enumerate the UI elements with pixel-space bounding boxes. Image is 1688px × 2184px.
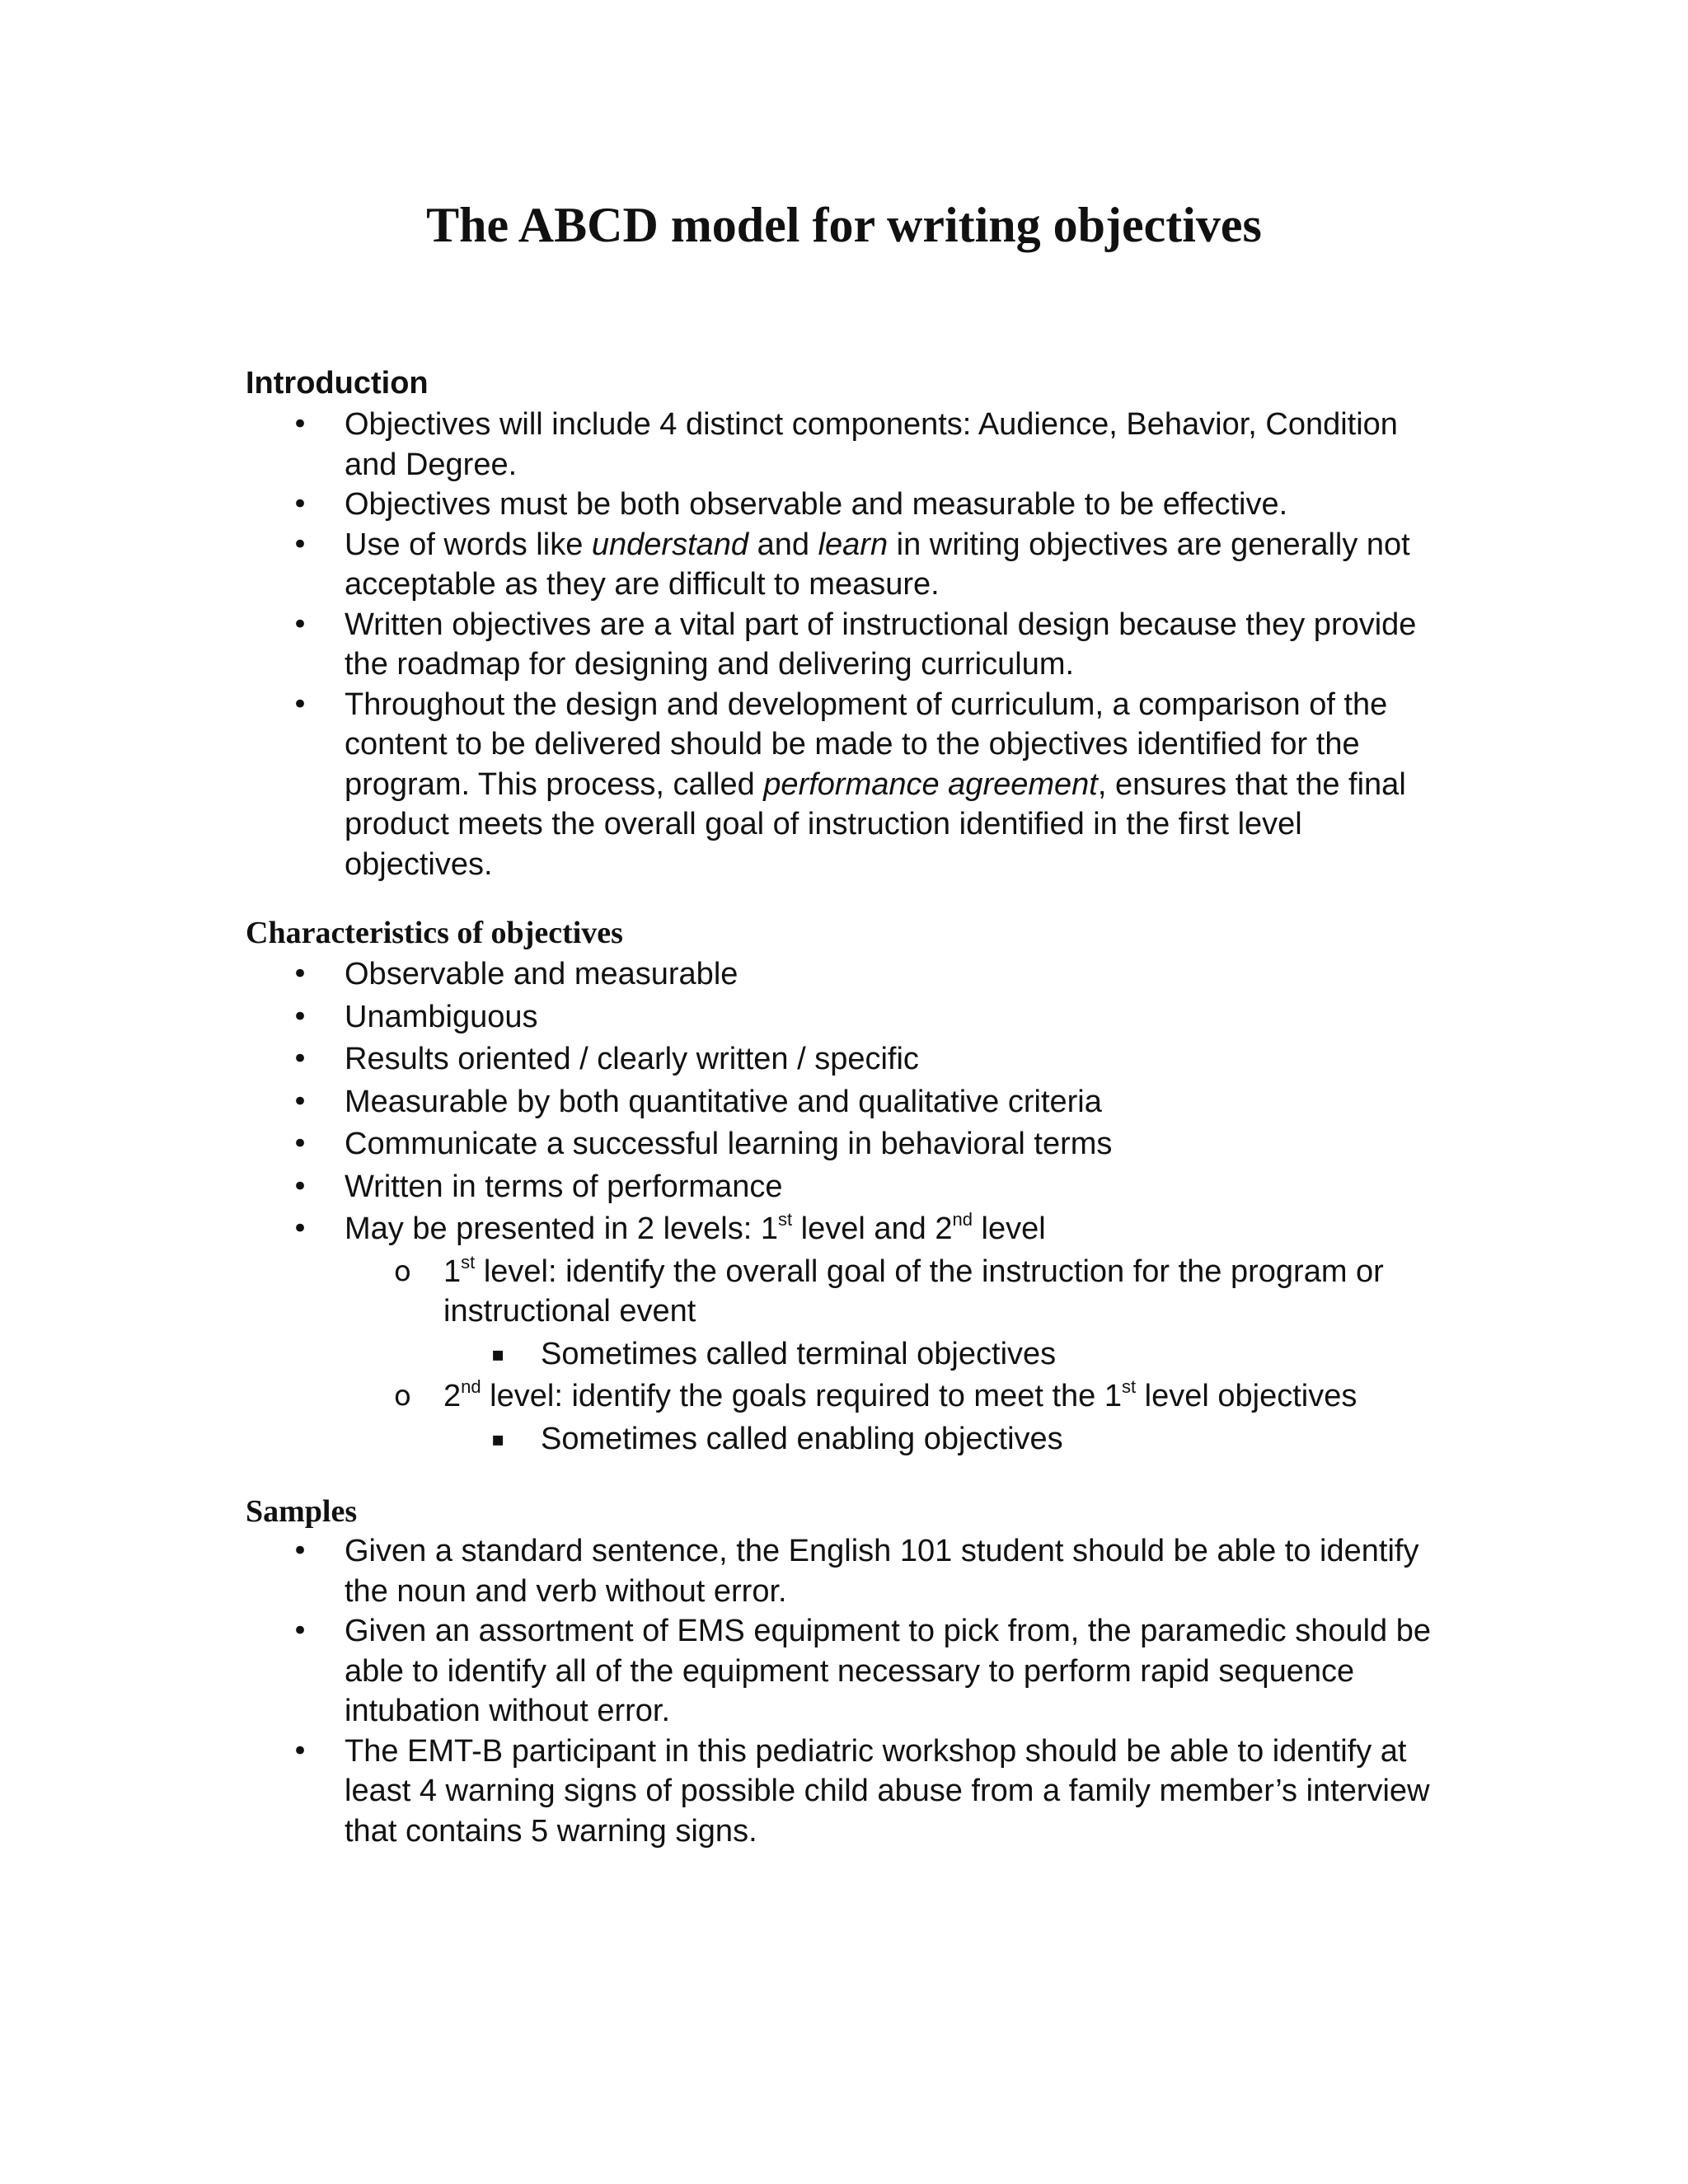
item-text: Throughout the design and development of curriculum, a comparison of the content to be delivered should be made to the objectives identified for the program. This process, called <box>345 687 1388 802</box>
ordinal-suffix: st <box>461 1251 476 1272</box>
bullet-dot-icon: • <box>292 1212 309 1245</box>
bullet-dot-icon: • <box>292 1535 309 1568</box>
item-text: 2 <box>443 1379 462 1413</box>
item-text: May be presented in 2 levels: 1 <box>345 1212 778 1246</box>
bullet-circle-icon: o <box>394 1254 411 1288</box>
bullet-circle-icon: o <box>394 1380 411 1413</box>
bullet-square-icon: ▪ <box>491 1342 505 1366</box>
item-text: level: identify the overall goal of the instruction for the program or instructional event <box>443 1254 1384 1329</box>
item-text: Measurable by both quantitative and qualitative criteria <box>345 1084 1102 1119</box>
section-heading-introduction: Introduction <box>246 366 429 401</box>
item-text: Unambiguous <box>345 999 538 1034</box>
item-text: Results oriented / clearly written / specific <box>345 1042 919 1076</box>
section-heading-characteristics: Characteristics of objectives <box>246 916 623 950</box>
item-text: , ensures that the final product meets the overall goal of instruction identified in the first level objectives. <box>345 766 1406 882</box>
characteristics-list-item <box>0 1252 1449 1332</box>
item-text: Given an assortment of EMS equipment to pick from, the paramedic should be able to identify all of the equipment necessary to perform rapid sequence intubation without error. <box>345 1614 1431 1728</box>
introduction-list-item <box>0 685 1432 885</box>
characteristics-list-item <box>0 1334 1447 1375</box>
item-text: Observable and measurable <box>345 957 738 991</box>
characteristics-list-item <box>0 1419 1447 1460</box>
item-text: level objectives <box>1136 1379 1357 1413</box>
item-text: and <box>748 527 818 562</box>
characteristics-list-item <box>0 1082 1432 1122</box>
item-text: Sometimes called terminal objectives <box>541 1336 1057 1371</box>
item-text: Sometimes called enabling objectives <box>541 1421 1063 1456</box>
ordinal-suffix: nd <box>461 1376 481 1397</box>
document-title: The ABCD model for writing objectives <box>426 198 1262 252</box>
bullet-dot-icon: • <box>292 1734 309 1768</box>
bullet-dot-icon: • <box>292 1127 309 1160</box>
item-text: 1 <box>443 1254 462 1289</box>
item-text: Communicate a successful learning in behavioral terms <box>345 1127 1113 1161</box>
characteristics-list-item <box>0 997 1432 1038</box>
bullet-dot-icon: • <box>292 1000 309 1033</box>
introduction-list <box>0 405 1688 884</box>
bullet-dot-icon: • <box>292 1615 309 1647</box>
bullet-square-icon: ▪ <box>491 1427 505 1451</box>
introduction-list-item <box>0 405 1432 485</box>
introduction-list-item <box>0 605 1432 685</box>
ordinal-suffix: st <box>1121 1376 1137 1397</box>
characteristics-list-item <box>0 1376 1449 1417</box>
item-text: level: identify the goals required to meet the 1 <box>481 1379 1122 1413</box>
introduction-list-item <box>0 525 1432 605</box>
bullet-dot-icon: • <box>292 527 309 561</box>
characteristics-list-item <box>0 1167 1432 1207</box>
characteristics-list-item <box>0 1039 1432 1080</box>
bullet-dot-icon: • <box>292 1169 309 1203</box>
emphasized-term: learn <box>818 527 889 562</box>
characteristics-list <box>0 954 1688 1461</box>
item-text: level <box>972 1212 1046 1246</box>
bullet-dot-icon: • <box>292 958 309 991</box>
ordinal-suffix: st <box>777 1209 793 1230</box>
bullet-dot-icon: • <box>292 1043 309 1076</box>
item-text: level and 2 <box>792 1212 953 1246</box>
introduction-list-item <box>0 485 1432 525</box>
characteristics-list-item <box>0 954 1432 995</box>
emphasized-term: understand <box>591 527 749 562</box>
characteristics-list-item <box>0 1124 1432 1165</box>
samples-list-item <box>0 1732 1432 1852</box>
ordinal-suffix: nd <box>952 1209 973 1230</box>
samples-list <box>0 1531 1688 1851</box>
item-text: Objectives must be both observable and measurable to be effective. <box>345 487 1288 522</box>
characteristics-list-item <box>0 1209 1432 1249</box>
emphasized-term: performance agreement <box>763 766 1098 802</box>
item-text: Given a standard sentence, the English 101 student should be able to identify the noun and verb without error. <box>345 1534 1419 1609</box>
bullet-dot-icon: • <box>292 607 309 641</box>
item-text: Written objectives are a vital part of instructional design because they provide the roadmap for designing and delivering curriculum. <box>345 607 1417 682</box>
samples-list-item <box>0 1611 1432 1732</box>
item-text: Objectives will include 4 distinct components: Audience, Behavior, Condition and Degree. <box>345 407 1398 482</box>
item-text: Written in terms of performance <box>345 1169 783 1204</box>
bullet-dot-icon: • <box>292 488 309 521</box>
bullet-dot-icon: • <box>292 408 309 441</box>
bullet-dot-icon: • <box>292 687 309 721</box>
item-text: in writing objectives are generally not acceptable as they are difficult to measure. <box>345 527 1410 602</box>
item-text: The EMT-B participant in this pediatric workshop should be able to identify at least 4 warning signs of possible child abuse from a family member’s interview that contains 5 warning signs. <box>345 1733 1430 1849</box>
section-heading-samples: Samples <box>246 1494 358 1529</box>
bullet-dot-icon: • <box>292 1085 309 1118</box>
samples-list-item <box>0 1531 1432 1611</box>
item-text: Use of words like <box>345 527 592 562</box>
